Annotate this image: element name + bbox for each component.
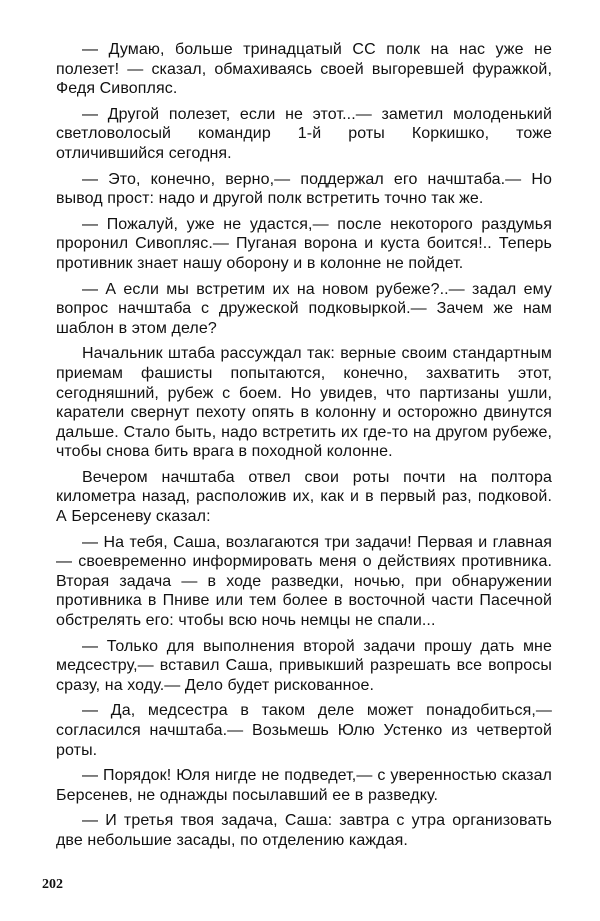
paragraph-6: Начальник штаба рассуждал так: верные своим стандартным приемам фашисты попытаются, конечно, захватить этот, сегодняшний, рубеж с боем. Но увидев, что партизаны ушли, каратели свернут пехоту опять в колонну и осторожно двинутся дальше. Стало быть, надо встретить их где-то на другом рубеже, чтобы снова бить врага в походной колонне. bbox=[56, 345, 552, 461]
text-column bbox=[56, 40, 552, 857]
paragraph-8: — На тебя, Саша, возлагаются три задачи! Первая и главная — своевременно информировать меня о действиях противника. Вторая задача — в ходе разведки, ночью, при обнаружении противника в Пниве или тем более в восточной части Пасечной обстрелять его: чтобы всю ночь немцы не спали... bbox=[56, 533, 552, 630]
paragraph-12: — И третья твоя задача, Саша: завтра с утра организовать две небольшие засады, по отделению каждая. bbox=[56, 812, 552, 849]
paragraph-9: — Только для выполнения второй задачи прошу дать мне медсестру,— вставил Саша, привыкший разрешать все вопросы сразу, на ходу.— Дело будет рискованное. bbox=[56, 637, 552, 694]
page-number: 202 bbox=[42, 877, 63, 892]
paragraph-4: — Пожалуй, уже не удастся,— после некоторого раздумья проронил Сивопляс.— Пуганая ворона и куста боится!.. Теперь противник знает нашу оборону и в колонне не пойдет. bbox=[56, 215, 552, 272]
paragraph-7: Вечером начштаба отвел свои роты почти на полтора километра назад, расположив их, как и в первый раз, подковой. А Берсеневу сказал: bbox=[56, 468, 552, 526]
paragraph-3: — Это, конечно, верно,— поддержал его начштаба.— Но вывод прост: надо и другой полк встретить точно так же. bbox=[56, 170, 552, 208]
paragraph-11: — Порядок! Юля нигде не подведет,— с уверенностью сказал Берсенев, не однажды посылавший ее в разведку. bbox=[56, 767, 552, 804]
paragraph-1: — Думаю, больше тринадцатый СС полк на нас уже не полезет! — сказал, обмахиваясь своей выгоревшей фуражкой, Федя Сивопляс. bbox=[56, 41, 552, 98]
paragraph-5: — А если мы встретим их на новом рубеже?..— задал ему вопрос начштаба с дружеской подковыркой.— Зачем же нам шаблон в этом деле? bbox=[56, 280, 552, 337]
paragraph-2: — Другой полезет, если не этот...— заметил молоденький светловолосый командир 1-й роты Коркишко, тоже отличившийся сегодня. bbox=[56, 105, 552, 162]
paragraph-10: — Да, медсестра в таком деле может понадобиться,— согласился начштаба.— Возьмешь Юлю Устенко из четвертой роты. bbox=[56, 702, 552, 759]
